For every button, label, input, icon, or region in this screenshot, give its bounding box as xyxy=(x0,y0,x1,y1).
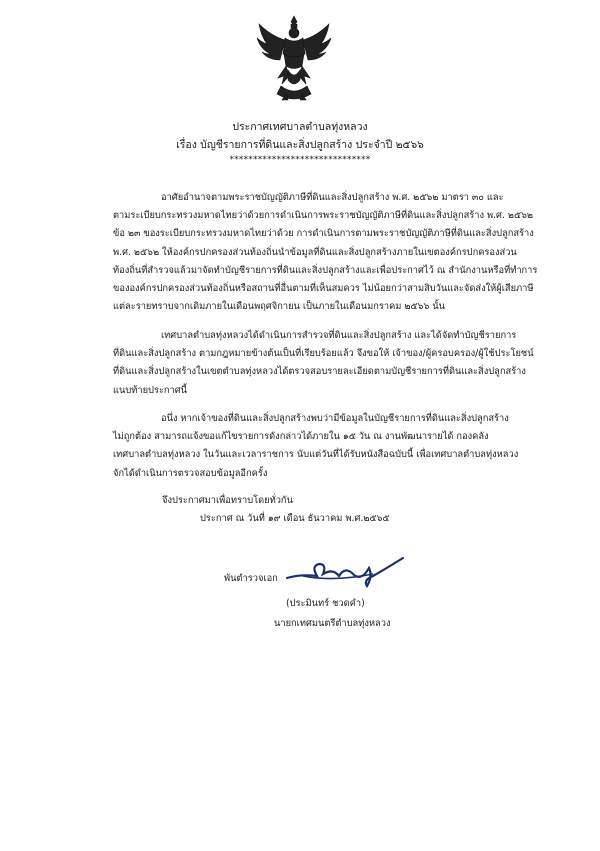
signer-position: นายกเทศมนตรีตำบลทุ่งหลวง xyxy=(274,618,391,629)
garuda-emblem-icon xyxy=(255,14,333,102)
text-line: เทศบาลตำบลทุ่งหลวง ในวันและเวลาราชการ นับแต่วันที่ได้รับหนังสือฉบับนี้ เพื่อเทศบาลตำบลทุ่งหลวง xyxy=(113,449,519,461)
paragraph-survey xyxy=(113,327,533,400)
text-line: ที่ดินและสิ่งปลูกสร้าง ตามกฎหมายข้างต้นเป็นที่เรียบร้อยแล้ว จึงขอให้ เจ้าของ/ผู้ครอบครอง/ผู้ใช้ประโยชน์ xyxy=(113,348,534,360)
text-line: เทศบาลตำบลทุ่งหลวงได้ดำเนินการสำรวจที่ดินและสิ่งปลูกสร้าง และได้จัดทำบัญชีรายการ xyxy=(161,330,517,341)
text-line: ตามระเบียบกระทรวงมหาดไทยว่าด้วยการดำเนินการพระราชบัญญัติภาษีที่ดินและสิ่งปลูกสร้าง พ.ศ. ๒๕๖๒ xyxy=(113,210,534,222)
title-separator: ****************************** xyxy=(229,155,371,165)
text-line: ท้องถิ่นที่สำรวจแล้วมาจัดทำบัญชีรายการที่ดินและสิ่งปลูกสร้างและเพื่อประกาศไว้ ณ สำนักงานหรือที่ทำการ xyxy=(113,264,538,276)
paragraph-authority xyxy=(113,189,538,316)
text-line: ขององค์กรปกครองส่วนท้องถิ่นหรือสถานที่อื่นตามที่เห็นสมควร ไม่น้อยกว่าสามสิบวันและจัดส่งให้ผู้เสียภาษี xyxy=(113,283,534,295)
paragraph-correction xyxy=(113,410,533,483)
title-line-2: เรื่อง บัญชีรายการที่ดินและสิ่งปลูกสร้าง ประจำปี ๒๕๖๖ xyxy=(176,139,424,151)
text-line: ไม่ถูกต้อง สามารถแจ้งขอแก้ไขรายการดังกล่าวได้ภายใน ๑๕ วัน ณ งานพัฒนารายได้ กองคลัง xyxy=(113,431,489,443)
text-line: แนบท้ายประกาศนี้ xyxy=(113,384,188,396)
signer-name: (ประมินทร์ ชวดคำ) xyxy=(286,598,365,609)
announcement-date: ประกาศ ณ วันที่ ๑๙ เดือน ธันวาคม พ.ศ.๒๕๖๕ xyxy=(200,513,390,524)
text-line: พ.ศ. ๒๕๖๒ ให้องค์กรปกครองส่วนท้องถิ่นนำข้อมูลที่ดินและสิ่งปลูกสร้างภายในเขตองค์กรปกครองส่วน xyxy=(113,246,517,258)
text-line: ข้อ ๒๓ ของระเบียบกระทรวงมหาดไทยว่าด้วย การดำเนินการตามพระราชบัญญัติภาษีที่ดินและสิ่งปลูกสร้าง xyxy=(113,228,534,240)
text-line: อนึ่ง หากเจ้าของที่ดินและสิ่งปลูกสร้างพบว่ามีข้อมูลในบัญชีรายการที่ดินและสิ่งปลูกสร้าง xyxy=(161,413,509,424)
text-line: จักได้ดำเนินการตรวจสอบข้อมูลอีกครั้ง xyxy=(113,467,268,479)
text-line: ที่ดินและสิ่งปลูกสร้างในเขตตำบลทุ่งหลวงได้ตรวจสอบรายละเอียดตามบัญชีรายการที่ดินและสิ่งปลูกสร้าง xyxy=(113,366,526,378)
title-line-1: ประกาศเทศบาลตำบลทุ่งหลวง xyxy=(232,121,368,133)
signer-rank: พันตำรวจเอก xyxy=(224,573,278,584)
closing-line: จึงประกาศมาเพื่อทราบโดยทั่วกัน xyxy=(162,495,293,506)
announcement-title xyxy=(0,118,600,166)
signature-image xyxy=(283,556,423,596)
text-line: อาศัยอำนาจตามพระราชบัญญัติภาษีที่ดินและสิ่งปลูกสร้าง พ.ศ. ๒๕๖๒ มาตรา ๓๐ และ xyxy=(161,192,504,203)
text-line: แต่ละรายทราบจากเดิมภายในเดือนพฤศจิกายน เป็นภายในเดือนมกราคม ๒๕๖๖ นั้น xyxy=(113,301,446,313)
